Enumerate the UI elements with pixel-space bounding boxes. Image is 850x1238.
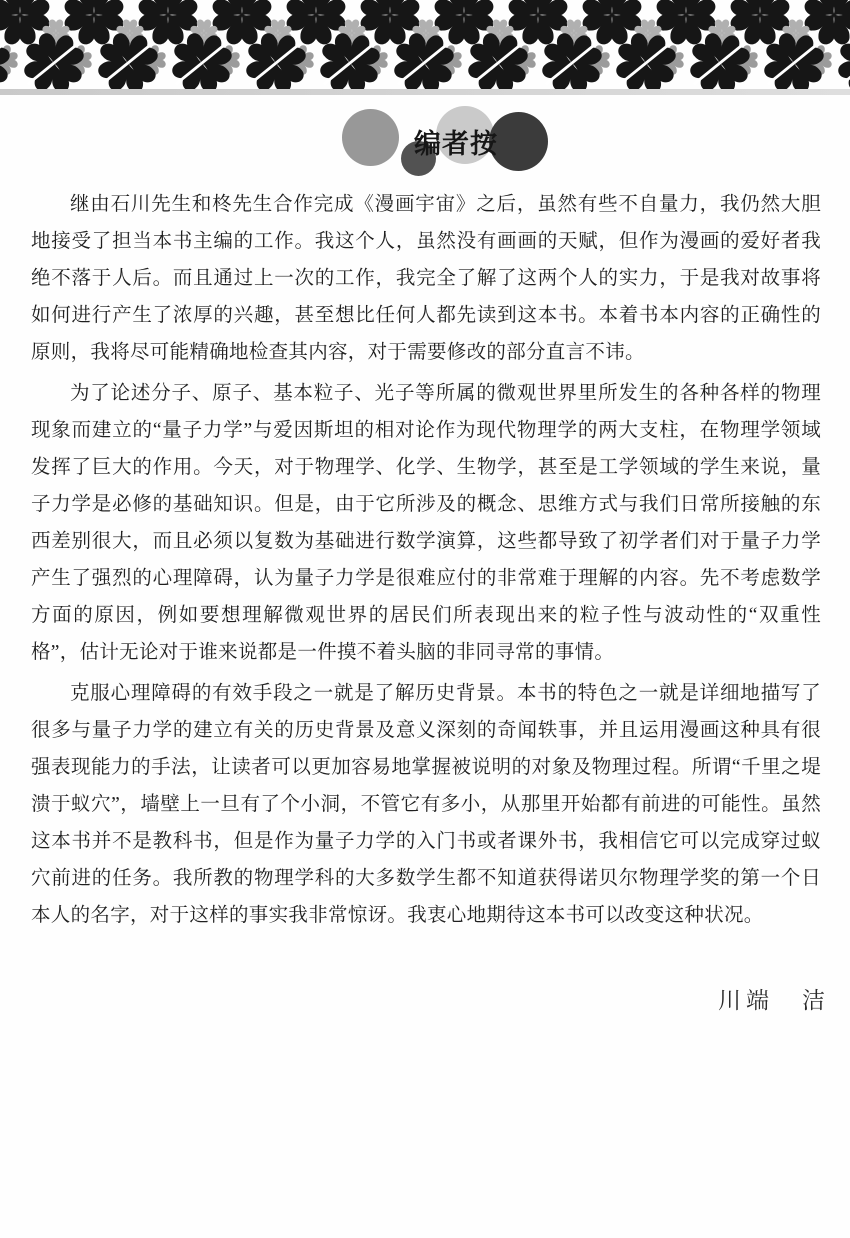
page-title: 编者按: [414, 129, 498, 159]
border-edge-line: [0, 89, 850, 95]
four-leaf-clover-icon: [0, 0, 850, 89]
title-circle-gray: [342, 109, 399, 166]
paragraph-2: 为了论述分子、原子、基本粒子、光子等所属的微观世界里所发生的各种各样的物理现象而建立的“量子力学”与爱因斯坦的相对论作为现代物理学的两大支柱，在物理学领域发挥了巨大的作用。今天，对于物理学、化学、生物学，甚至是工学领域的学生来说，量子力学是必修的基础知识。但是，由于它所涉及的概念、思维方式与我们日常所接触的东西差别很大，而且必须以复数为基础进行数学演算，这些都导致了初学者们对于量子力学产生了强烈的心理障碍，认为量子力学是很难应付的非常难于理解的内容。先不考虑数学方面的原因，例如要想理解微观世界的居民们所表现出来的粒子性与波动性的“双重性格”，估计无论对于谁来说都是一件摸不着头脑的非同寻常的事情。: [31, 383, 821, 663]
clover-border: [0, 0, 850, 89]
author-signature: 川端 洁: [718, 988, 830, 1013]
paragraph-3: 克服心理障碍的有效手段之一就是了解历史背景。本书的特色之一就是详细地描写了很多与量子力学的建立有关的历史背景及意义深刻的奇闻轶事，并且运用漫画这种具有很强表现能力的手法，让读者可以更加容易地掌握被说明的对象及物理过程。所谓“千里之堤溃于蚁穴”，墙壁上一旦有了个小洞，不管它有多小，从那里开始都有前进的可能性。虽然这本书并不是教科书，但是作为量子力学的入门书或者课外书，我相信它可以完成穿过蚁穴前进的任务。我所教的物理学科的大多数学生都不知道获得诺贝尔物理学奖的第一个日本人的名字，对于这样的事实我非常惊讶。我衷心地期待这本书可以改变这种状况。: [31, 683, 821, 926]
paragraph-1: 继由石川先生和柊先生合作完成《漫画宇宙》之后，虽然有些不自量力，我仍然大胆地接受了担当本书主编的工作。我这个人，虽然没有画画的天赋，但作为漫画的爱好者我绝不落于人后。而且通过上一次的工作，我完全了解了这两个人的实力，于是我对故事将如何进行产生了浓厚的兴趣，甚至想比任何人都先读到这本书。本着书本内容的正确性的原则，我将尽可能精确地检查其内容，对于需要修改的部分直言不讳。: [31, 194, 821, 363]
editor-note-body: [31, 186, 821, 938]
